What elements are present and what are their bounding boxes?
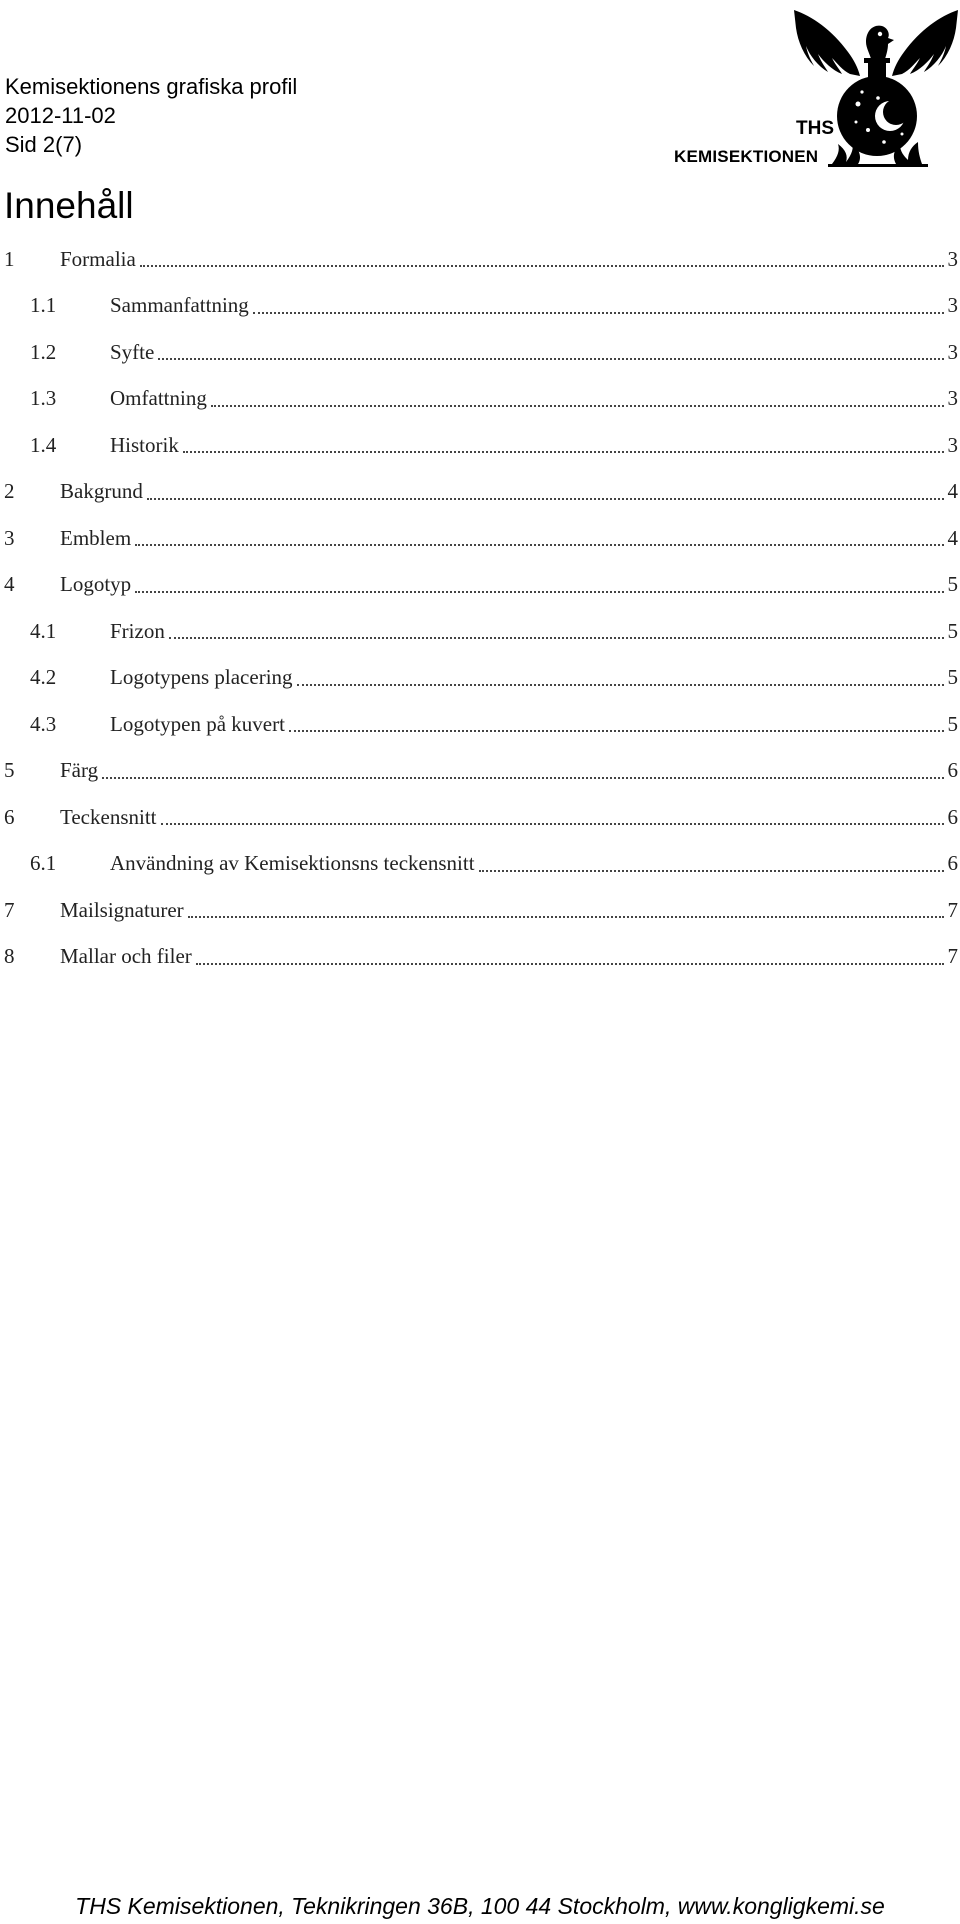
toc-entry[interactable] [0,748,958,795]
toc-dot-leader [188,916,944,918]
logo-ths-text: THS [796,118,834,139]
toc-entry[interactable] [0,934,958,981]
toc-entry-title: Omfattning [110,386,207,411]
toc-entry-title: Formalia [60,246,136,271]
toc-entry-title: Färg [60,758,99,783]
toc-entry-page: 5 [947,618,958,643]
toc-entry-page: 7 [947,944,958,969]
toc-entry-title: Teckensnitt [60,804,157,829]
toc-entry-number: 2 [4,479,15,504]
toc-entry-number: 1.4 [30,432,57,457]
toc-entry[interactable] [0,329,958,376]
toc-entry-number: 7 [4,897,15,922]
toc-entry-number: 4.2 [30,665,57,690]
griffin-flask-emblem-icon [792,4,960,169]
toc-entry-number: 1.3 [30,386,57,411]
toc-entry-title: Mailsignaturer [60,897,184,922]
toc-entry-page: 3 [947,246,958,271]
logo-kemisektionen-text: KEMISEKTIONEN [674,147,819,166]
toc-entry[interactable] [0,655,958,702]
toc-dot-leader [169,637,944,639]
toc-entry[interactable] [0,608,958,655]
toc-entry-number: 4.3 [30,711,57,736]
toc-dot-leader [211,405,944,407]
toc-entry-page: 7 [947,897,958,922]
toc-entry-page: 6 [947,804,958,829]
toc-entry-number: 4 [4,572,15,597]
toc-entry-number: 8 [4,944,15,969]
toc-entry[interactable] [0,422,958,469]
page-number: Sid 2(7) [5,132,83,157]
toc-entry-number: 1 [4,246,15,271]
toc-entry-page: 5 [947,572,958,597]
toc-entry[interactable] [0,887,958,934]
toc-entry-title: Emblem [60,525,132,550]
toc-title: Innehåll [4,185,134,226]
toc-entry-title: Logotypens placering [110,665,293,690]
toc-entry[interactable] [0,469,958,516]
toc-dot-leader [135,544,943,546]
toc-entry-page: 4 [947,479,958,504]
toc-entry-title: Syfte [110,339,155,364]
toc-entry-page: 3 [947,432,958,457]
toc-entry[interactable] [0,701,958,748]
table-of-contents [0,236,958,980]
toc-entry-page: 3 [947,293,958,318]
toc-entry-page: 3 [947,339,958,364]
ths-kemisektionen-logo [674,4,960,169]
toc-dot-leader [183,451,944,453]
document-footer: THS Kemisektionen, Teknikringen 36B, 100 44 Stockholm, www.kongligkemi.se [75,1893,885,1919]
toc-dot-leader [140,265,944,267]
toc-entry-page: 6 [947,851,958,876]
toc-entry-number: 3 [4,525,15,550]
toc-entry-title: Bakgrund [60,479,143,504]
toc-entry-title: Mallar och filer [60,944,192,969]
toc-entry[interactable] [0,515,958,562]
toc-entry-page: 3 [947,386,958,411]
toc-entry-page: 5 [947,711,958,736]
toc-entry[interactable] [0,236,958,283]
document-title: Kemisektionens grafiska profil [5,74,298,99]
toc-entry-title: Historik [110,432,179,457]
toc-entry[interactable] [0,376,958,423]
toc-dot-leader [196,963,944,965]
toc-entry-title: Logotyp [60,572,132,597]
toc-entry-page: 4 [947,525,958,550]
toc-dot-leader [289,730,944,732]
toc-entry[interactable] [0,794,958,841]
toc-entry-page: 5 [947,665,958,690]
toc-entry-number: 6 [4,804,15,829]
toc-entry-title: Användning av Kemisektionsns teckensnitt [110,851,475,876]
toc-entry[interactable] [0,283,958,330]
document-header [5,72,297,159]
toc-entry-page: 6 [947,758,958,783]
toc-dot-leader [147,498,944,500]
toc-entry-number: 1.2 [30,339,57,364]
toc-dot-leader [158,358,943,360]
toc-entry-number: 6.1 [30,851,57,876]
toc-dot-leader [161,823,944,825]
toc-entry[interactable] [0,841,958,888]
document-date: 2012-11-02 [5,103,116,128]
toc-entry-title: Frizon [110,618,165,643]
toc-entry-title: Logotypen på kuvert [110,711,285,736]
toc-dot-leader [102,777,943,779]
toc-entry[interactable] [0,562,958,609]
toc-dot-leader [253,312,944,314]
toc-dot-leader [135,591,943,593]
toc-entry-number: 4.1 [30,618,57,643]
toc-dot-leader [479,870,944,872]
toc-entry-number: 5 [4,758,15,783]
toc-entry-title: Sammanfattning [110,293,249,318]
toc-dot-leader [297,684,944,686]
toc-entry-number: 1.1 [30,293,57,318]
